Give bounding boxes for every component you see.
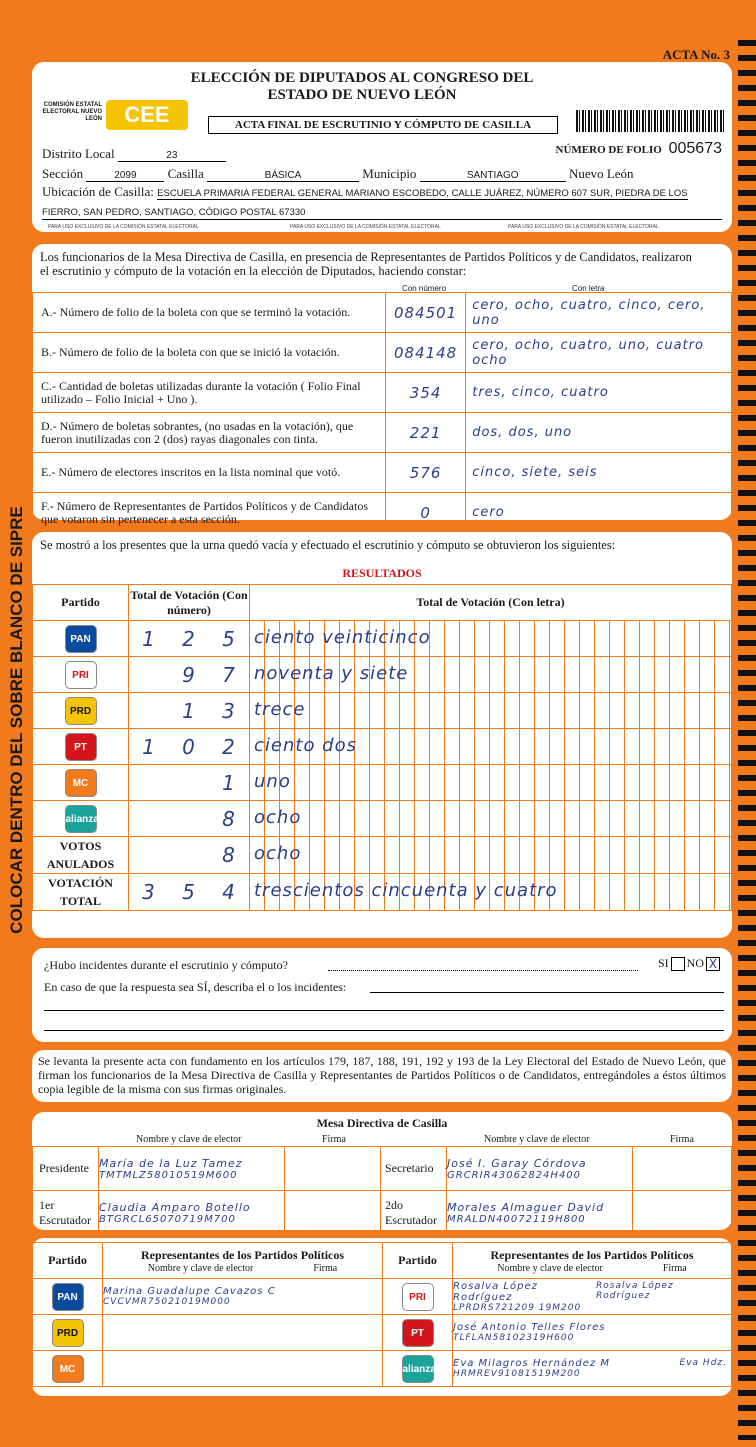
result-row (33, 765, 732, 801)
question-label: B.- Número de folio de la boleta con que se inició la votación. (33, 333, 386, 373)
org-logo-text: COMISIÓN ESTATAL ELECTORAL NUEVO LEÓN (42, 102, 102, 122)
presidente-firma (285, 1147, 381, 1191)
exclusive-note-3: PARA USO EXCLUSIVO DE LA COMISIÓN ESTATAL ELECTORAL (508, 224, 659, 230)
result-digit: 3 (222, 698, 236, 723)
result-text: uno (250, 765, 731, 800)
rep-name-right: Rosalva López Rodríguez LPRDRS721209 19M200 Rosalva López Rodríguez (453, 1279, 732, 1315)
rep-party-left (33, 1351, 103, 1387)
party-logo-icon: PT (402, 1319, 434, 1347)
presidente-label: Presidente (33, 1147, 99, 1191)
results-panel (32, 532, 732, 938)
reps-panel (32, 1238, 732, 1396)
question-num: 084148 (386, 333, 466, 373)
question-row (33, 453, 732, 493)
reps-col-partido-r: Partido (383, 1243, 453, 1279)
cee-logo: CEE (106, 100, 188, 130)
result-digit: 1 (222, 770, 236, 795)
acta-type-box: ACTA FINAL DE ESCRUTINIO Y CÓMPUTO DE CASILLA (208, 116, 558, 134)
reps-col-title-r: Representantes de los Partidos Políticos Nombre y clave de elector Firma (453, 1243, 732, 1279)
result-digit (129, 771, 169, 795)
no-checkbox[interactable]: X (706, 957, 720, 971)
result-text: trescientos cincuenta y cuatro (250, 874, 731, 910)
result-text-cell (250, 765, 732, 801)
result-digit: 9 (182, 662, 196, 687)
presidente-name: María de la Luz Tamez TMTMLZ58010519M600 (99, 1147, 285, 1191)
esc1-label: 1er Escrutador (33, 1191, 99, 1235)
result-party (33, 693, 129, 729)
secretario-label: Secretario (381, 1147, 447, 1191)
si-checkbox[interactable] (671, 957, 685, 971)
rep-row (33, 1351, 732, 1387)
esc2-label: 2do Escrutador (381, 1191, 447, 1235)
ubicacion-field: Ubicación de Casilla: ESCUELA PRIMARIA FEDERAL GENERAL MARIANO ESCOBEDO, CALLE JUÁREZ, NÚMERO 607 SUR, PIEDRA DE LOS (42, 184, 688, 199)
result-row (33, 874, 732, 911)
mesa-table (32, 1146, 732, 1235)
acta-number: ACTA No. 3 (662, 47, 730, 62)
describe-line-3 (44, 1030, 724, 1031)
questions-panel (32, 244, 732, 526)
question-num: 221 (386, 413, 466, 453)
question-num: 084501 (386, 293, 466, 333)
mesa-title: Mesa Directiva de Casilla (316, 1116, 448, 1130)
result-row (33, 657, 732, 693)
folio: NÚMERO DE FOLIO 005673 (555, 140, 722, 157)
rep-name-left: Marina Guadalupe Cavazos C CVCVMR75021019M000 (103, 1279, 383, 1315)
result-row (33, 693, 732, 729)
rep-name-right: José Antonio Telles Flores TLFLAN58102319H600 (453, 1315, 732, 1351)
result-text-cell (250, 657, 732, 693)
question-let: cero, ocho, cuatro, cinco, cero, uno (466, 293, 732, 333)
result-text-cell (250, 621, 732, 657)
result-digit (169, 771, 209, 795)
rep-row (33, 1315, 732, 1351)
result-row (33, 837, 732, 874)
result-party-label: VOTOS ANULADOS (46, 839, 115, 871)
party-logo-icon: PRI (65, 661, 97, 689)
question-row (33, 333, 732, 373)
party-logo-icon: PAN (52, 1283, 84, 1311)
incidents-answer: SI NO X (658, 956, 720, 971)
result-text-cell (250, 801, 732, 837)
result-text: noventa y siete (250, 657, 731, 692)
result-party (33, 765, 129, 801)
party-logo-icon: PAN (65, 625, 97, 653)
result-digit: 0 (182, 734, 196, 759)
exclusive-note-2: PARA USO EXCLUSIVO DE LA COMISIÓN ESTATAL ELECTORAL (290, 224, 441, 230)
question-num: 354 (386, 373, 466, 413)
results-title: RESULTADOS (342, 566, 422, 580)
rep-party-left (33, 1315, 103, 1351)
result-text-cell (250, 693, 732, 729)
result-digit (129, 699, 169, 723)
result-digits (129, 837, 250, 874)
esc1-name: Claudia Amparo Botello BTGRCL65070719M700 (99, 1191, 285, 1235)
result-digit (169, 807, 209, 831)
results-table (32, 584, 732, 911)
question-let: cero, ocho, cuatro, uno, cuatro ocho (466, 333, 732, 373)
result-digit: 1 (182, 698, 196, 723)
result-digits (129, 657, 250, 693)
res-col-partido: Partido (33, 585, 129, 621)
result-digit: 3 (142, 880, 156, 904)
rep-row (33, 1279, 732, 1315)
result-digits (129, 874, 250, 911)
result-digits (129, 729, 250, 765)
rep-party-right (383, 1279, 453, 1315)
result-party (33, 874, 129, 911)
mesa-panel (32, 1112, 732, 1230)
result-digit: 1 (142, 734, 156, 759)
col-let-header: Con letra (572, 284, 605, 293)
describe-line-2 (44, 1010, 724, 1011)
rep-name-left (103, 1351, 383, 1387)
question-let: cero (466, 493, 732, 533)
result-digit: 1 (142, 626, 156, 651)
result-digit: 8 (222, 843, 236, 867)
result-digit: 4 (222, 880, 236, 904)
question-row (33, 293, 732, 333)
question-row (33, 373, 732, 413)
esc2-name: Morales Almaguer David MRALDN40072119H800 (447, 1191, 633, 1235)
intro-text: Los funcionarios de la Mesa Directiva de Casilla, en presencia de Representantes de Partidos Políticos y de Candidatos, realizaron el escrutinio y cómputo de la votación en la elección de Diputados, haciendo constar: (40, 250, 692, 278)
result-text-cell (250, 837, 732, 874)
party-logo-icon: alianza (402, 1355, 434, 1383)
result-party (33, 837, 129, 874)
res-col-let: Total de Votación (Con letra) (250, 585, 732, 621)
result-text: trece (250, 693, 731, 728)
question-row (33, 413, 732, 453)
party-logo-icon: PRD (65, 697, 97, 725)
rep-party-right (383, 1351, 453, 1387)
res-col-num: Total de Votación (Con número) (129, 585, 250, 621)
result-party (33, 801, 129, 837)
esc1-firma (285, 1191, 381, 1235)
result-text-cell (250, 874, 732, 911)
rep-name-left (103, 1315, 383, 1351)
side-instruction: COLOCAR DENTRO DEL SOBRE BLANCO DE SIPRE (7, 506, 26, 934)
result-party-label: VOTACIÓN TOTAL (48, 876, 113, 908)
reps-col-partido-l: Partido (33, 1243, 103, 1279)
result-row (33, 729, 732, 765)
secretario-name: José I. Garay Córdova GRCRIR43062824H400 (447, 1147, 633, 1191)
rep-party-right (383, 1315, 453, 1351)
mesa-col-firma-2: Firma (670, 1134, 694, 1145)
incidents-question: ¿Hubo incidentes durante el escrutinio y cómputo? (44, 958, 288, 972)
result-digit (129, 807, 169, 831)
mesa-col-firma-1: Firma (322, 1134, 346, 1145)
secretario-firma (633, 1147, 732, 1191)
result-row (33, 621, 732, 657)
result-digit: 7 (222, 662, 236, 687)
reps-table (32, 1242, 732, 1387)
question-let: dos, dos, uno (466, 413, 732, 453)
legal-text: Se levanta la presente acta con fundamento en los artículos 179, 187, 188, 191, 192 y 193 de la Ley Electoral del Estado de Nuevo León, que firman los funcionarios de la Mesa Directiva de Casilla y Representantes de Partidos Políticos o de Candidatos, entregándoles a éstos últimos copia legible de la misma con sus firmas originales. (38, 1054, 726, 1096)
result-digit: 5 (222, 626, 236, 651)
result-text-cell (250, 729, 732, 765)
document-title: ELECCIÓN DE DIPUTADOS AL CONGRESO DEL ESTADO DE NUEVO LEÓN (190, 70, 534, 103)
esc2-firma (633, 1191, 732, 1235)
question-label: A.- Número de folio de la boleta con que se terminó la votación. (33, 293, 386, 333)
result-text: ciento dos (250, 729, 731, 764)
incidents-describe: En caso de que la respuesta sea SÍ, describa el o los incidentes: (44, 980, 347, 994)
result-digit (129, 843, 169, 867)
party-logo-icon: MC (65, 769, 97, 797)
result-text: ocho (250, 837, 731, 873)
rep-party-left (33, 1279, 103, 1315)
rep-name-right: Eva Milagros Hernández M HRMREV91081519M200 Eva Hdz. (453, 1351, 732, 1387)
result-row (33, 801, 732, 837)
edge-barcode (738, 40, 756, 1440)
result-digits (129, 801, 250, 837)
result-digit: 8 (222, 806, 236, 831)
header-panel (32, 62, 732, 232)
shown-text: Se mostró a los presentes que la urna quedó vacía y efectuado el escrutinio y cómputo se obtuvieron los siguientes: (40, 538, 616, 552)
incidents-dots (328, 970, 638, 971)
seccion-field: Sección 2099 Casilla BÁSICA Municipio SANTIAGO Nuevo León (42, 166, 634, 181)
result-digit: 2 (182, 626, 196, 651)
result-text: ocho (250, 801, 731, 836)
result-party (33, 729, 129, 765)
mesa-col-name-1: Nombre y clave de elector (136, 1134, 242, 1145)
result-digits (129, 765, 250, 801)
ubicacion-line2: FIERRO, SAN PEDRO, SANTIAGO, CÓDIGO POSTAL 67330 (42, 203, 722, 220)
result-digit (169, 843, 209, 867)
question-num: 0 (386, 493, 466, 533)
reps-col-title-l: Representantes de los Partidos Políticos Nombre y clave de elector Firma (103, 1243, 383, 1279)
question-let: tres, cinco, cuatro (466, 373, 732, 413)
result-digit (129, 663, 169, 687)
party-logo-icon: PRI (402, 1283, 434, 1311)
question-let: cinco, siete, seis (466, 453, 732, 493)
party-logo-icon: alianza (65, 805, 97, 833)
mesa-col-name-2: Nombre y clave de elector (484, 1134, 590, 1145)
question-label: E.- Número de electores inscritos en la lista nominal que votó. (33, 453, 386, 493)
distrito-field: Distrito Local 23 (42, 146, 226, 162)
result-text: ciento veinticinco (250, 621, 731, 656)
question-label: C.- Cantidad de boletas utilizadas durante la votación ( Folio Final utilizado – Folio Inicial + Uno ). (33, 373, 386, 413)
describe-line-1 (370, 992, 724, 993)
col-num-header: Con número (402, 284, 447, 293)
question-label: D.- Número de boletas sobrantes, (no usadas en la votación), que fueron inutilizadas con 2 (dos) rayas diagonales con tinta. (33, 413, 386, 453)
barcode (576, 110, 726, 132)
question-num: 576 (386, 453, 466, 493)
question-label: F.- Número de Representantes de Partidos Políticos y de Candidatos que votaron sin pertenecer a esta sección. (33, 493, 386, 533)
question-row (33, 493, 732, 533)
party-logo-icon: PRD (52, 1319, 84, 1347)
incidents-panel (32, 948, 732, 1042)
legal-panel (32, 1050, 732, 1102)
result-digits (129, 693, 250, 729)
result-party (33, 621, 129, 657)
result-digits (129, 621, 250, 657)
questions-table (32, 292, 732, 533)
result-party (33, 657, 129, 693)
party-logo-icon: PT (65, 733, 97, 761)
party-logo-icon: MC (52, 1355, 84, 1383)
result-digit: 2 (222, 734, 236, 759)
result-digit: 5 (182, 880, 196, 904)
exclusive-note-1: PARA USO EXCLUSIVO DE LA COMISIÓN ESTATAL ELECTORAL (48, 224, 199, 230)
